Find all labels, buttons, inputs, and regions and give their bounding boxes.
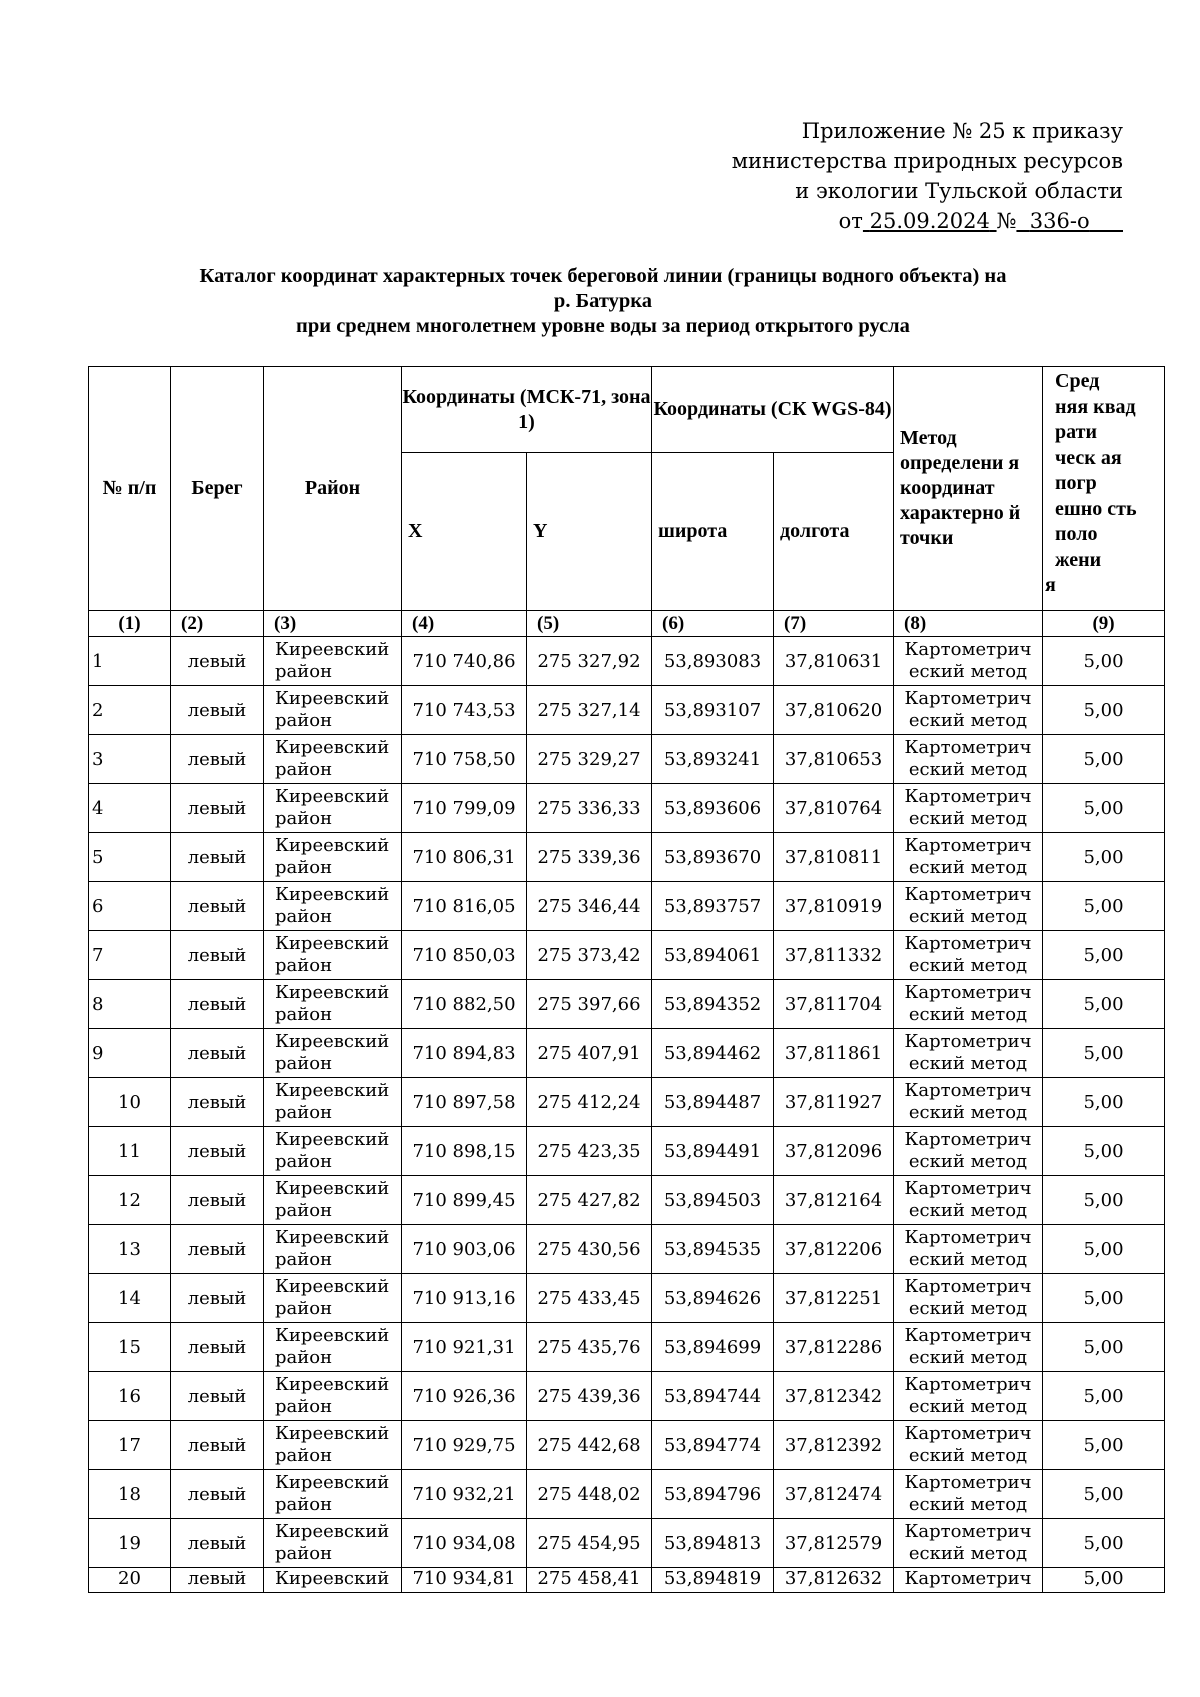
header-wgs-group: Координаты (СК WGS-84) (652, 367, 894, 453)
method-cell: Картометрич еский метод (894, 1372, 1043, 1421)
header-bank: Берег (171, 367, 264, 611)
error-cell: 5,00 (1043, 735, 1165, 784)
x-coordinate: 710 934,81 (402, 1568, 527, 1593)
longitude: 37,810631 (774, 637, 894, 686)
longitude: 37,811704 (774, 980, 894, 1029)
district-cell: Киреевский район (264, 686, 402, 735)
district-cell: Киреевский район (264, 637, 402, 686)
table-row (89, 1176, 1165, 1225)
table-row (89, 1519, 1165, 1568)
latitude: 53,894535 (652, 1225, 774, 1274)
latitude: 53,894819 (652, 1568, 774, 1593)
method-cell: Картометрич еский метод (894, 1421, 1043, 1470)
header-num: № п/п (89, 367, 171, 611)
table-body (89, 637, 1165, 1593)
y-coordinate: 275 327,92 (527, 637, 652, 686)
appendix-line-1: Приложение № 25 к приказу (801, 119, 1123, 143)
table-row (89, 1225, 1165, 1274)
point-number: 8 (89, 980, 171, 1029)
longitude: 37,812632 (774, 1568, 894, 1593)
bank-cell: левый (171, 1029, 264, 1078)
longitude: 37,812342 (774, 1372, 894, 1421)
column-number: (6) (652, 611, 774, 637)
appendix-line-2: министерства природных ресурсов (731, 149, 1123, 173)
longitude: 37,812286 (774, 1323, 894, 1372)
point-number: 20 (89, 1568, 171, 1593)
table-row (89, 1078, 1165, 1127)
x-coordinate: 710 850,03 (402, 931, 527, 980)
table-row (89, 1274, 1165, 1323)
longitude: 37,812096 (774, 1127, 894, 1176)
point-number: 6 (89, 882, 171, 931)
order-date: 25.09.2024 (869, 209, 990, 233)
y-coordinate: 275 327,14 (527, 686, 652, 735)
longitude: 37,811927 (774, 1078, 894, 1127)
longitude: 37,812579 (774, 1519, 894, 1568)
error-cell: 5,00 (1043, 1274, 1165, 1323)
x-coordinate: 710 743,53 (402, 686, 527, 735)
point-number: 17 (89, 1421, 171, 1470)
header-error: Сред няя квад рати ческ ая погр ешно сть поло жени я (1043, 367, 1165, 611)
column-number: (7) (774, 611, 894, 637)
latitude: 53,893083 (652, 637, 774, 686)
error-cell: 5,00 (1043, 1372, 1165, 1421)
longitude: 37,812206 (774, 1225, 894, 1274)
column-number: (1) (89, 611, 171, 637)
coordinates-table (88, 366, 1165, 1593)
longitude: 37,810620 (774, 686, 894, 735)
x-coordinate: 710 921,31 (402, 1323, 527, 1372)
date-prefix: от (838, 209, 863, 233)
y-coordinate: 275 412,24 (527, 1078, 652, 1127)
title-line-2: р. Батурка (553, 290, 653, 312)
bank-cell: левый (171, 1372, 264, 1421)
latitude: 53,894503 (652, 1176, 774, 1225)
x-coordinate: 710 913,16 (402, 1274, 527, 1323)
latitude: 53,893107 (652, 686, 774, 735)
x-coordinate: 710 899,45 (402, 1176, 527, 1225)
latitude: 53,893241 (652, 735, 774, 784)
error-cell: 5,00 (1043, 931, 1165, 980)
column-number: (4) (402, 611, 527, 637)
table-row (89, 637, 1165, 686)
error-cell: 5,00 (1043, 784, 1165, 833)
point-number: 14 (89, 1274, 171, 1323)
point-number: 5 (89, 833, 171, 882)
bank-cell: левый (171, 1274, 264, 1323)
y-coordinate: 275 397,66 (527, 980, 652, 1029)
x-coordinate: 710 882,50 (402, 980, 527, 1029)
district-cell: Киреевский район (264, 1519, 402, 1568)
document-title (88, 264, 1118, 339)
x-coordinate: 710 926,36 (402, 1372, 527, 1421)
header-lat: широта (652, 453, 774, 611)
error-cell: 5,00 (1043, 1470, 1165, 1519)
latitude: 53,893670 (652, 833, 774, 882)
longitude: 37,810919 (774, 882, 894, 931)
number-prefix: № (996, 209, 1017, 233)
table-row (89, 931, 1165, 980)
error-cell: 5,00 (1043, 1519, 1165, 1568)
point-number: 2 (89, 686, 171, 735)
method-cell: Картометрич (894, 1568, 1043, 1593)
title-line-1: Каталог координат характерных точек береговой линии (границы водного объекта) на (199, 265, 1007, 287)
latitude: 53,893757 (652, 882, 774, 931)
table-row (89, 1421, 1165, 1470)
district-cell: Киреевский район (264, 1225, 402, 1274)
bank-cell: левый (171, 931, 264, 980)
y-coordinate: 275 427,82 (527, 1176, 652, 1225)
method-cell: Картометрич еский метод (894, 784, 1043, 833)
x-coordinate: 710 799,09 (402, 784, 527, 833)
latitude: 53,894774 (652, 1421, 774, 1470)
table-row (89, 1029, 1165, 1078)
table-row (89, 1568, 1165, 1593)
header-y: Y (527, 453, 652, 611)
bank-cell: левый (171, 637, 264, 686)
bank-cell: левый (171, 1127, 264, 1176)
latitude: 53,894699 (652, 1323, 774, 1372)
method-cell: Картометрич еский метод (894, 1078, 1043, 1127)
latitude: 53,894491 (652, 1127, 774, 1176)
table-row (89, 1323, 1165, 1372)
y-coordinate: 275 433,45 (527, 1274, 652, 1323)
district-cell: Киреевский район (264, 931, 402, 980)
x-coordinate: 710 816,05 (402, 882, 527, 931)
x-coordinate: 710 758,50 (402, 735, 527, 784)
district-cell: Киреевский район (264, 1029, 402, 1078)
error-cell: 5,00 (1043, 1078, 1165, 1127)
point-number: 16 (89, 1372, 171, 1421)
bank-cell: левый (171, 686, 264, 735)
y-coordinate: 275 458,41 (527, 1568, 652, 1593)
latitude: 53,893606 (652, 784, 774, 833)
x-coordinate: 710 929,75 (402, 1421, 527, 1470)
method-cell: Картометрич еский метод (894, 1176, 1043, 1225)
error-cell: 5,00 (1043, 1029, 1165, 1078)
column-numbers-row (89, 611, 1165, 637)
district-cell: Киреевский район (264, 980, 402, 1029)
point-number: 19 (89, 1519, 171, 1568)
appendix-line-3: и экологии Тульской области (795, 179, 1123, 203)
x-coordinate: 710 897,58 (402, 1078, 527, 1127)
error-cell: 5,00 (1043, 1127, 1165, 1176)
y-coordinate: 275 423,35 (527, 1127, 652, 1176)
bank-cell: левый (171, 1421, 264, 1470)
latitude: 53,894352 (652, 980, 774, 1029)
y-coordinate: 275 329,27 (527, 735, 652, 784)
method-cell: Картометрич еский метод (894, 833, 1043, 882)
bank-cell: левый (171, 980, 264, 1029)
error-cell: 5,00 (1043, 686, 1165, 735)
longitude: 37,812392 (774, 1421, 894, 1470)
latitude: 53,894462 (652, 1029, 774, 1078)
point-number: 18 (89, 1470, 171, 1519)
district-cell: Киреевский район (264, 1372, 402, 1421)
method-cell: Картометрич еский метод (894, 735, 1043, 784)
bank-cell: левый (171, 1470, 264, 1519)
bank-cell: левый (171, 1568, 264, 1593)
longitude: 37,811332 (774, 931, 894, 980)
order-number: 336-о (1029, 209, 1090, 233)
bank-cell: левый (171, 1078, 264, 1127)
error-cell: 5,00 (1043, 1568, 1165, 1593)
latitude: 53,894796 (652, 1470, 774, 1519)
bank-cell: левый (171, 1323, 264, 1372)
district-cell: Киреевский район (264, 1421, 402, 1470)
point-number: 15 (89, 1323, 171, 1372)
column-number: (9) (1043, 611, 1165, 637)
method-cell: Картометрич еский метод (894, 686, 1043, 735)
column-number: (3) (264, 611, 402, 637)
bank-cell: левый (171, 1519, 264, 1568)
y-coordinate: 275 373,42 (527, 931, 652, 980)
table-row (89, 980, 1165, 1029)
method-cell: Картометрич еский метод (894, 882, 1043, 931)
error-cell: 5,00 (1043, 882, 1165, 931)
longitude: 37,811861 (774, 1029, 894, 1078)
x-coordinate: 710 903,06 (402, 1225, 527, 1274)
table-row (89, 833, 1165, 882)
y-coordinate: 275 454,95 (527, 1519, 652, 1568)
district-cell: Киреевский (264, 1568, 402, 1593)
latitude: 53,894487 (652, 1078, 774, 1127)
point-number: 7 (89, 931, 171, 980)
error-cell: 5,00 (1043, 1225, 1165, 1274)
bank-cell: левый (171, 735, 264, 784)
header-district: Район (264, 367, 402, 611)
header-x: X (402, 453, 527, 611)
point-number: 10 (89, 1078, 171, 1127)
method-cell: Картометрич еский метод (894, 1127, 1043, 1176)
y-coordinate: 275 407,91 (527, 1029, 652, 1078)
error-cell: 5,00 (1043, 1323, 1165, 1372)
method-cell: Картометрич еский метод (894, 980, 1043, 1029)
x-coordinate: 710 740,86 (402, 637, 527, 686)
method-cell: Картометрич еский метод (894, 1029, 1043, 1078)
latitude: 53,894744 (652, 1372, 774, 1421)
x-coordinate: 710 894,83 (402, 1029, 527, 1078)
table-row (89, 1372, 1165, 1421)
longitude: 37,812164 (774, 1176, 894, 1225)
error-cell: 5,00 (1043, 1421, 1165, 1470)
point-number: 11 (89, 1127, 171, 1176)
bank-cell: левый (171, 882, 264, 931)
x-coordinate: 710 898,15 (402, 1127, 527, 1176)
point-number: 9 (89, 1029, 171, 1078)
point-number: 1 (89, 637, 171, 686)
x-coordinate: 710 934,08 (402, 1519, 527, 1568)
table-row (89, 1127, 1165, 1176)
latitude: 53,894061 (652, 931, 774, 980)
latitude: 53,894626 (652, 1274, 774, 1323)
y-coordinate: 275 430,56 (527, 1225, 652, 1274)
appendix-date-line (623, 206, 1123, 236)
method-cell: Картометрич еский метод (894, 1470, 1043, 1519)
method-cell: Картометрич еский метод (894, 1323, 1043, 1372)
district-cell: Киреевский район (264, 784, 402, 833)
longitude: 37,812251 (774, 1274, 894, 1323)
point-number: 13 (89, 1225, 171, 1274)
longitude: 37,810764 (774, 784, 894, 833)
error-cell: 5,00 (1043, 637, 1165, 686)
method-cell: Картометрич еский метод (894, 1225, 1043, 1274)
header-lon: долгота (774, 453, 894, 611)
point-number: 3 (89, 735, 171, 784)
district-cell: Киреевский район (264, 1470, 402, 1519)
district-cell: Киреевский район (264, 882, 402, 931)
table-row (89, 686, 1165, 735)
y-coordinate: 275 448,02 (527, 1470, 652, 1519)
district-cell: Киреевский район (264, 1274, 402, 1323)
y-coordinate: 275 442,68 (527, 1421, 652, 1470)
error-cell: 5,00 (1043, 833, 1165, 882)
bank-cell: левый (171, 784, 264, 833)
y-coordinate: 275 339,36 (527, 833, 652, 882)
district-cell: Киреевский район (264, 1127, 402, 1176)
longitude: 37,812474 (774, 1470, 894, 1519)
table-row (89, 784, 1165, 833)
district-cell: Киреевский район (264, 1078, 402, 1127)
longitude: 37,810653 (774, 735, 894, 784)
bank-cell: левый (171, 1176, 264, 1225)
column-number: (2) (171, 611, 264, 637)
method-cell: Картометрич еский метод (894, 637, 1043, 686)
bank-cell: левый (171, 833, 264, 882)
point-number: 4 (89, 784, 171, 833)
column-number: (8) (894, 611, 1043, 637)
district-cell: Киреевский район (264, 833, 402, 882)
method-cell: Картометрич еский метод (894, 1274, 1043, 1323)
appendix-block (623, 116, 1123, 236)
x-coordinate: 710 806,31 (402, 833, 527, 882)
error-cell: 5,00 (1043, 980, 1165, 1029)
district-cell: Киреевский район (264, 1323, 402, 1372)
column-number: (5) (527, 611, 652, 637)
table-row (89, 882, 1165, 931)
method-cell: Картометрич еский метод (894, 931, 1043, 980)
title-line-3: при среднем многолетнем уровне воды за период открытого русла (296, 315, 910, 337)
header-method: Метод определени я координат характерно й точки (894, 367, 1043, 611)
y-coordinate: 275 336,33 (527, 784, 652, 833)
y-coordinate: 275 435,76 (527, 1323, 652, 1372)
y-coordinate: 275 346,44 (527, 882, 652, 931)
table-row (89, 735, 1165, 784)
header-msk-group: Координаты (МСК-71, зона 1) (402, 367, 652, 453)
latitude: 53,894813 (652, 1519, 774, 1568)
error-cell: 5,00 (1043, 1176, 1165, 1225)
table-row (89, 1470, 1165, 1519)
x-coordinate: 710 932,21 (402, 1470, 527, 1519)
point-number: 12 (89, 1176, 171, 1225)
bank-cell: левый (171, 1225, 264, 1274)
district-cell: Киреевский район (264, 1176, 402, 1225)
longitude: 37,810811 (774, 833, 894, 882)
district-cell: Киреевский район (264, 735, 402, 784)
y-coordinate: 275 439,36 (527, 1372, 652, 1421)
method-cell: Картометрич еский метод (894, 1519, 1043, 1568)
